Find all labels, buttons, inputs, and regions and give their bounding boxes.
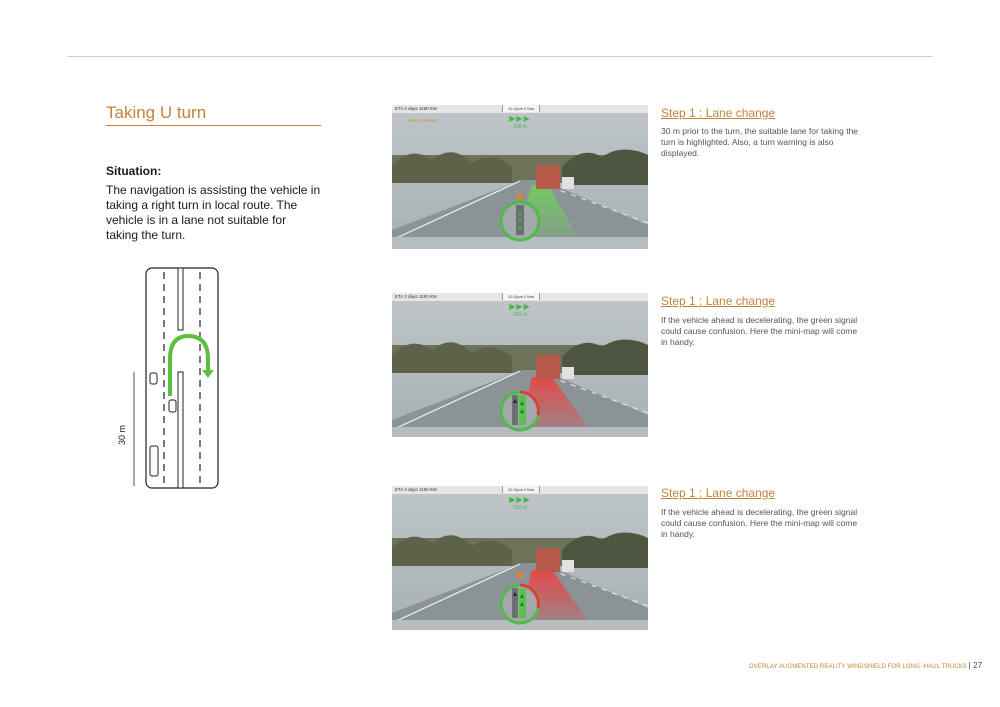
direction-arrows: ▶▶▶ [509, 302, 531, 311]
title-underline [106, 125, 321, 126]
step-2-title: Step 1 : Lane change [661, 294, 776, 308]
step-2-text: If the vehicle ahead is decelerating, the green signal could cause confusion. Here the mini-map will come in handy. [661, 315, 858, 347]
step-1-title: Step 1 : Lane change [661, 106, 776, 120]
hud-time: 11:11pm 2 thrs [502, 486, 540, 493]
step-3-text: If the vehicle ahead is decelerating, the green signal could cause confusion. Here the mini-map will come in handy. [661, 507, 858, 539]
top-divider [67, 56, 933, 57]
hud-screenshot-3 [392, 486, 648, 630]
hud-eta: ETA 2 days 1160 KM [395, 487, 437, 492]
footer-title: OVERLAY AUGMENTED REALITY WINDSHIELD FOR LONG -HAUL TRUCKS [749, 664, 967, 670]
hud-time: 11:11pm 2 thrs [502, 105, 540, 112]
hud-eta: ETA 2 days 1160 KM [395, 294, 437, 299]
hud-distance: 250 m [513, 312, 527, 318]
distance-label: 30 m [117, 424, 128, 446]
page-title: Taking U turn [106, 103, 207, 122]
hud-brand: TRAVELTRUCK [408, 118, 438, 123]
situation-heading: Situation: [106, 164, 162, 178]
step-1-text: 30 m prior to the turn, the suitable lane for taking the turn is highlighted. Also, a turn warning is also displayed. [661, 126, 859, 158]
hud-eta: ETA 2 days 1160 KM [395, 106, 437, 111]
hud-screenshot-1 [392, 105, 648, 249]
hud-distance: 250 m [513, 124, 527, 130]
direction-arrows: ▶▶▶ [509, 495, 531, 504]
u-turn-road-diagram [118, 264, 228, 494]
page-number: | 27 [968, 661, 983, 670]
step-3-title: Step 1 : Lane change [661, 486, 776, 500]
footer [749, 661, 982, 670]
hud-screenshot-2 [392, 293, 648, 437]
situation-text: The navigation is assisting the vehicle in taking a right turn in local route. The vehicle is in a lane not suitable for taking the turn. [106, 183, 321, 242]
hud-distance: 250 m [513, 505, 527, 511]
hud-time: 11:11pm 2 thrs [502, 293, 540, 300]
direction-arrows: ▶▶▶ [509, 114, 531, 123]
